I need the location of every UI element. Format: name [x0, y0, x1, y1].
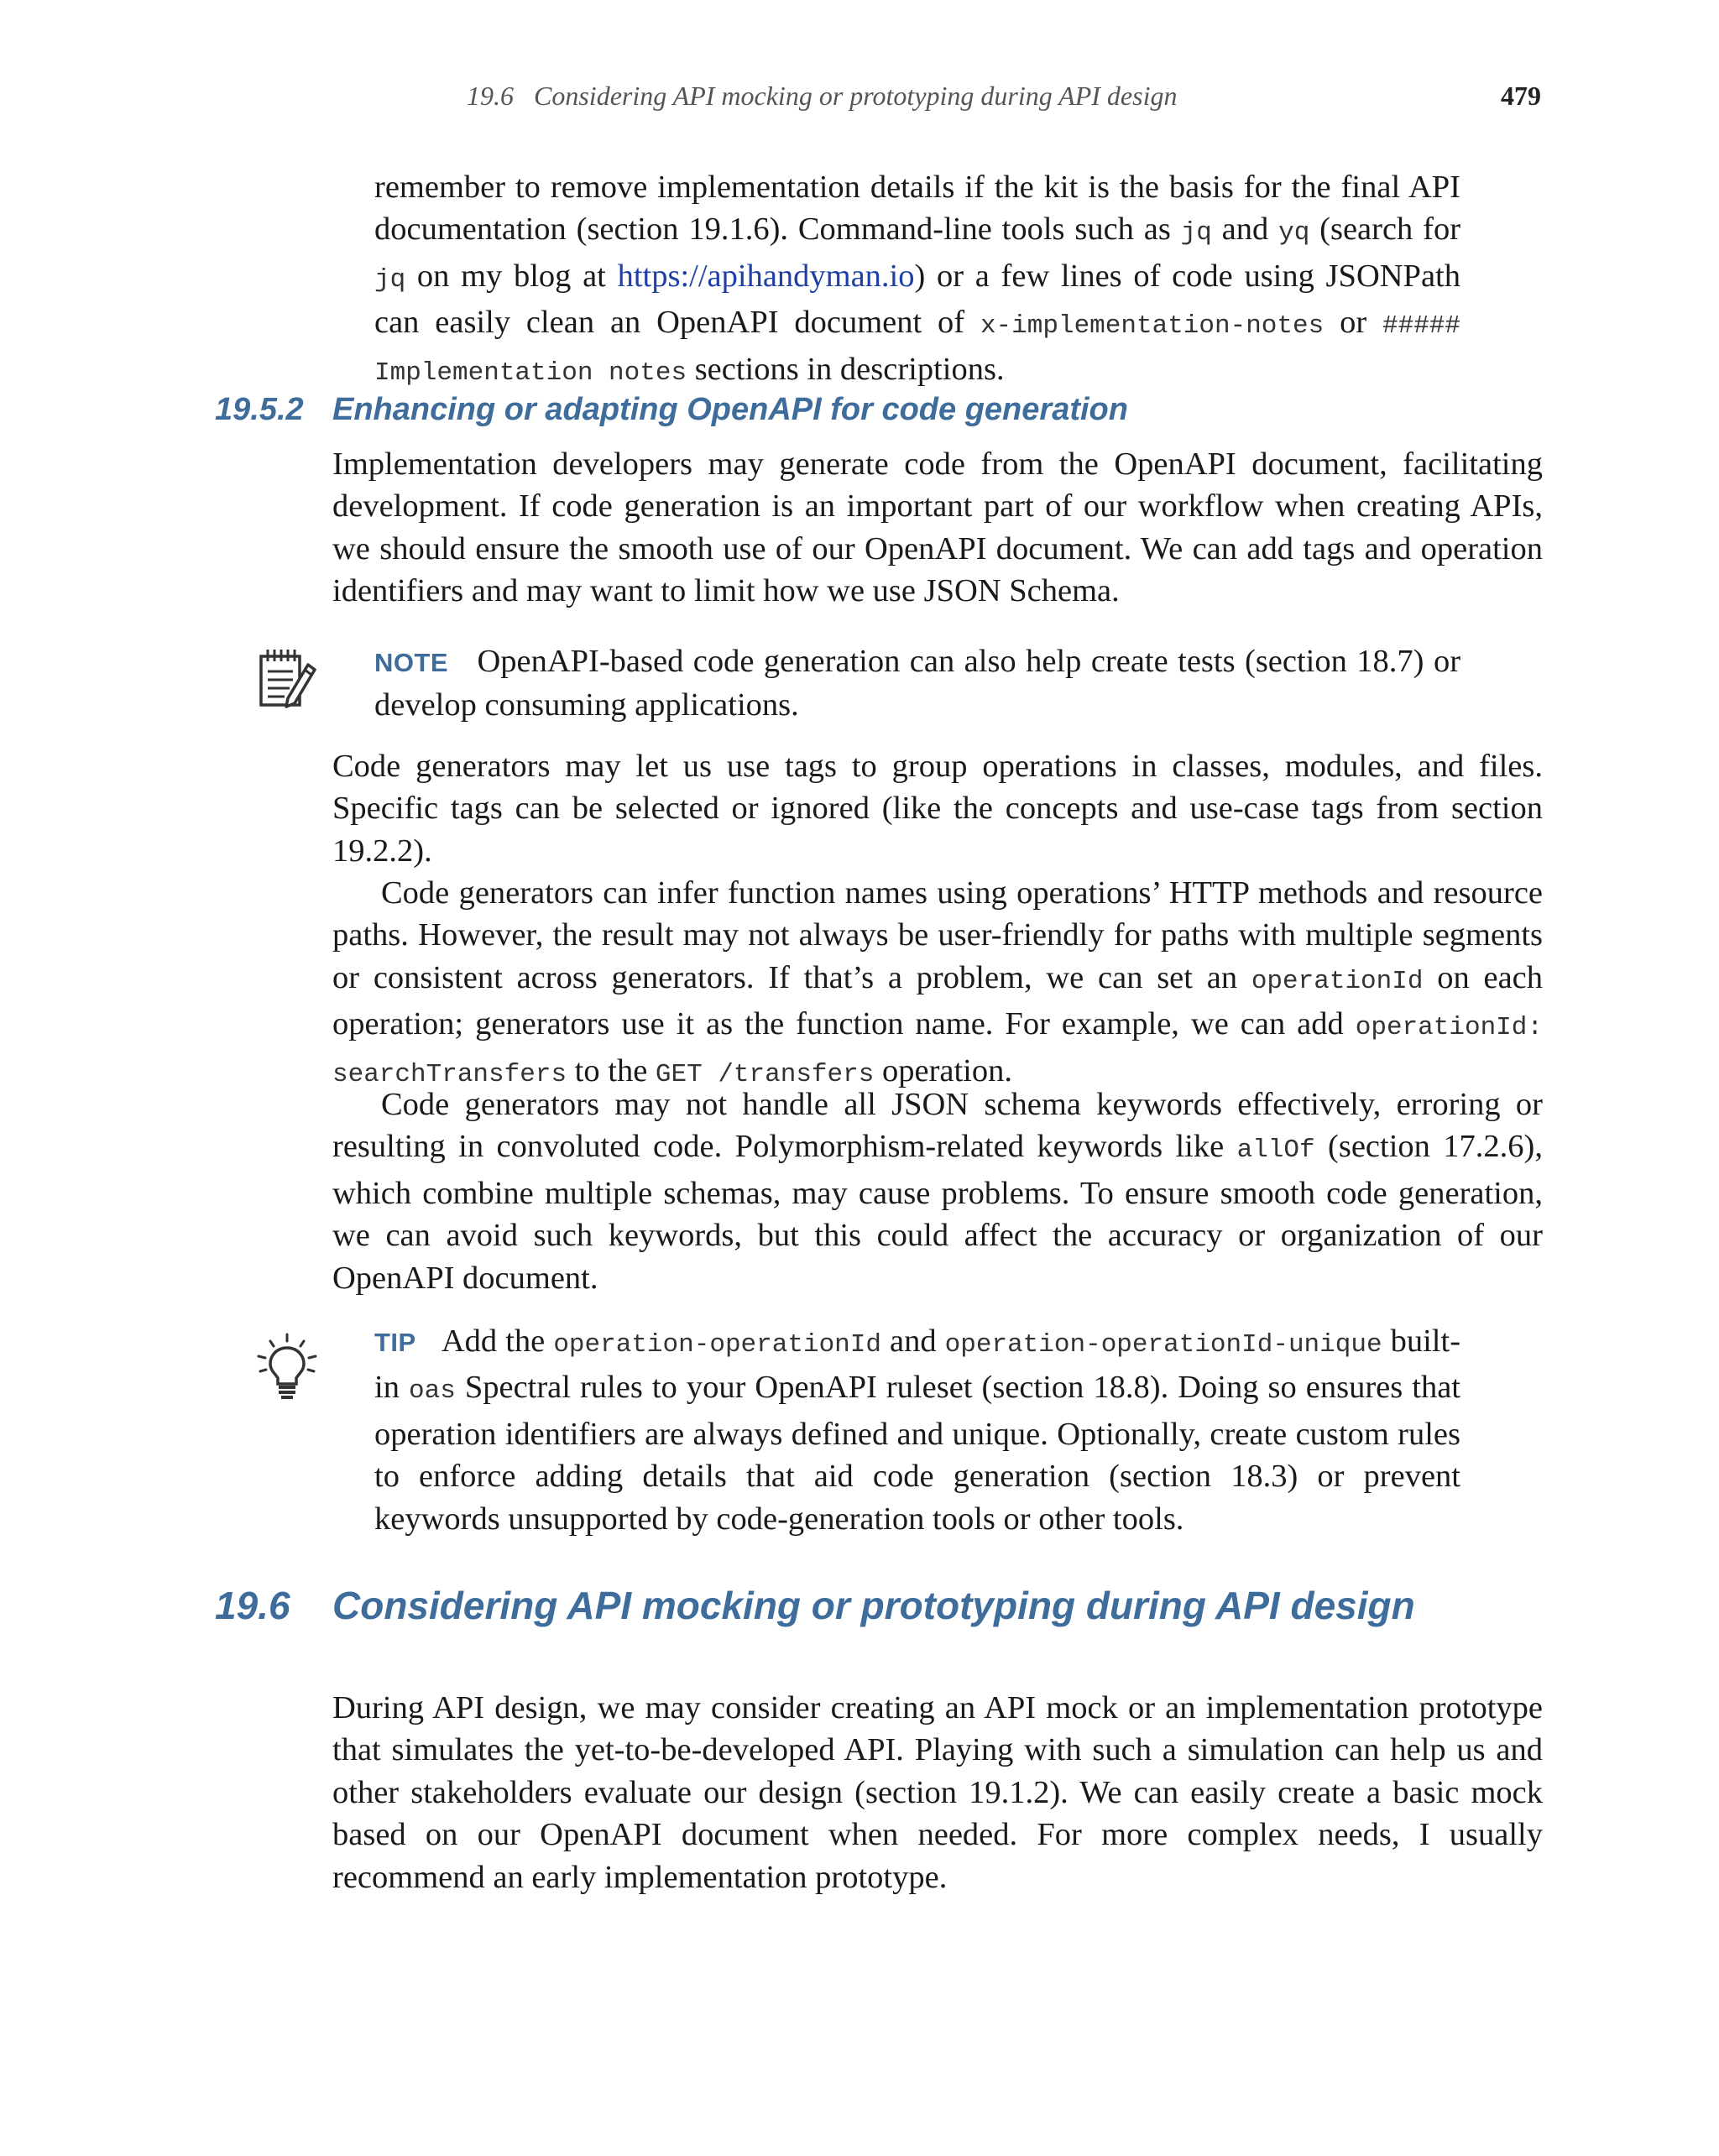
paragraph: During API design, we may consider creating an API mock or an implementation prototype that simulates the yet-to-be-developed API. Playing with such a simulation can help us and other stakeholders evaluate our design (section 19.1.2). We can easily create a basic mock based on our OpenAPI document when needed. For more complex needs, I usually recommend an early implementation prototype.: [332, 1690, 1543, 1895]
section-number: 19.5.2: [215, 392, 304, 427]
inline-code: oas: [408, 1376, 456, 1407]
tip-callout: TIP Add the operation-operationId and operation-operationId-unique built-in oas Spectral rules to your OpenAPI ruleset (section 18.8). Doing so ensures that operation identifiers are always defined and unique. Optionally, create custom rules to enforce adding details that aid code generation (section 18.3) or prevent keywords unsupported by code-generation tools or other tools.: [374, 1323, 1461, 1537]
lightbulb-icon: [253, 1331, 321, 1402]
inline-code: operationId: [1251, 966, 1424, 996]
inline-code: operation-operationId-unique: [944, 1330, 1382, 1360]
section-heading-19-5-2: [215, 389, 1558, 431]
page-number: 479: [1501, 81, 1541, 111]
inline-code: allOf: [1236, 1135, 1315, 1166]
inline-code: GET /transfers: [655, 1059, 875, 1089]
notepad-icon: [254, 646, 321, 713]
section-title: Considering API mocking or prototyping during API design: [332, 1584, 1415, 1627]
paragraph: Code generators may not handle all JSON schema keywords effectively, erroring or resulting in convoluted code. Polymorphism-related keywords like allOf (section 17.2.6), which combine multiple schemas, may cause problems. To ensure smooth code generation, we can avoid such keywords, but this could affect the accuracy or organization of our OpenAPI document.: [332, 1087, 1543, 1296]
section-title: Enhancing or adapting OpenAPI for code generation: [332, 392, 1128, 427]
inline-code: jq: [1180, 218, 1212, 248]
inline-code: operationId: searchTransfers: [332, 1013, 1543, 1089]
note-label: NOTE: [374, 648, 449, 677]
paragraph-continued: remember to remove implementation details if the kit is the basis for the final API documentation (section 19.1.6). Command-line tools such as jq and yq (search for jq on my blog at https://apihandyman.io) or a few lines of code using JSONPath can easily clean an OpenAPI document of x-implementation-notes or ##### Implementation notes sections in descriptions.: [374, 170, 1461, 388]
blog-link[interactable]: https://apihandyman.io: [617, 258, 915, 294]
running-title: 19.6 Considering API mocking or prototyping during API design: [467, 81, 1178, 111]
section-number: 19.6: [215, 1584, 290, 1627]
inline-code: jq: [374, 264, 406, 295]
inline-code: yq: [1278, 218, 1310, 248]
note-callout: NOTE OpenAPI-based code generation can also help create tests (section 18.7) or develop consuming applications.: [374, 644, 1461, 723]
inline-code: operation-operationId: [553, 1330, 881, 1360]
tip-label: TIP: [374, 1328, 416, 1357]
inline-code: x-implementation-notes: [980, 311, 1325, 342]
paragraph: Code generators may let us use tags to group operations in classes, modules, and files. Specific tags can be selected or ignored (like the concepts and use-case tags from section 19.2.2).: [332, 749, 1543, 869]
inline-code: ##### Implementation notes: [374, 311, 1460, 388]
paragraph: Implementation developers may generate code from the OpenAPI document, facilitating development. If code generation is an important part of our workflow when creating APIs, we should ensure the smooth use of our OpenAPI document. We can add tags and operation identifiers and may want to limit how we use JSON Schema.: [332, 446, 1543, 609]
running-header: [467, 81, 1541, 123]
paragraph: Code generators can infer function names using operations’ HTTP methods and resource paths. However, the result may not always be user-friendly for paths with multiple segments or consistent across generators. If that’s a problem, we can set an operationId on each operation; generators use it as the function name. For example, we can add operationId: searchTransfers to the GET /transfers operation.: [332, 875, 1544, 1089]
